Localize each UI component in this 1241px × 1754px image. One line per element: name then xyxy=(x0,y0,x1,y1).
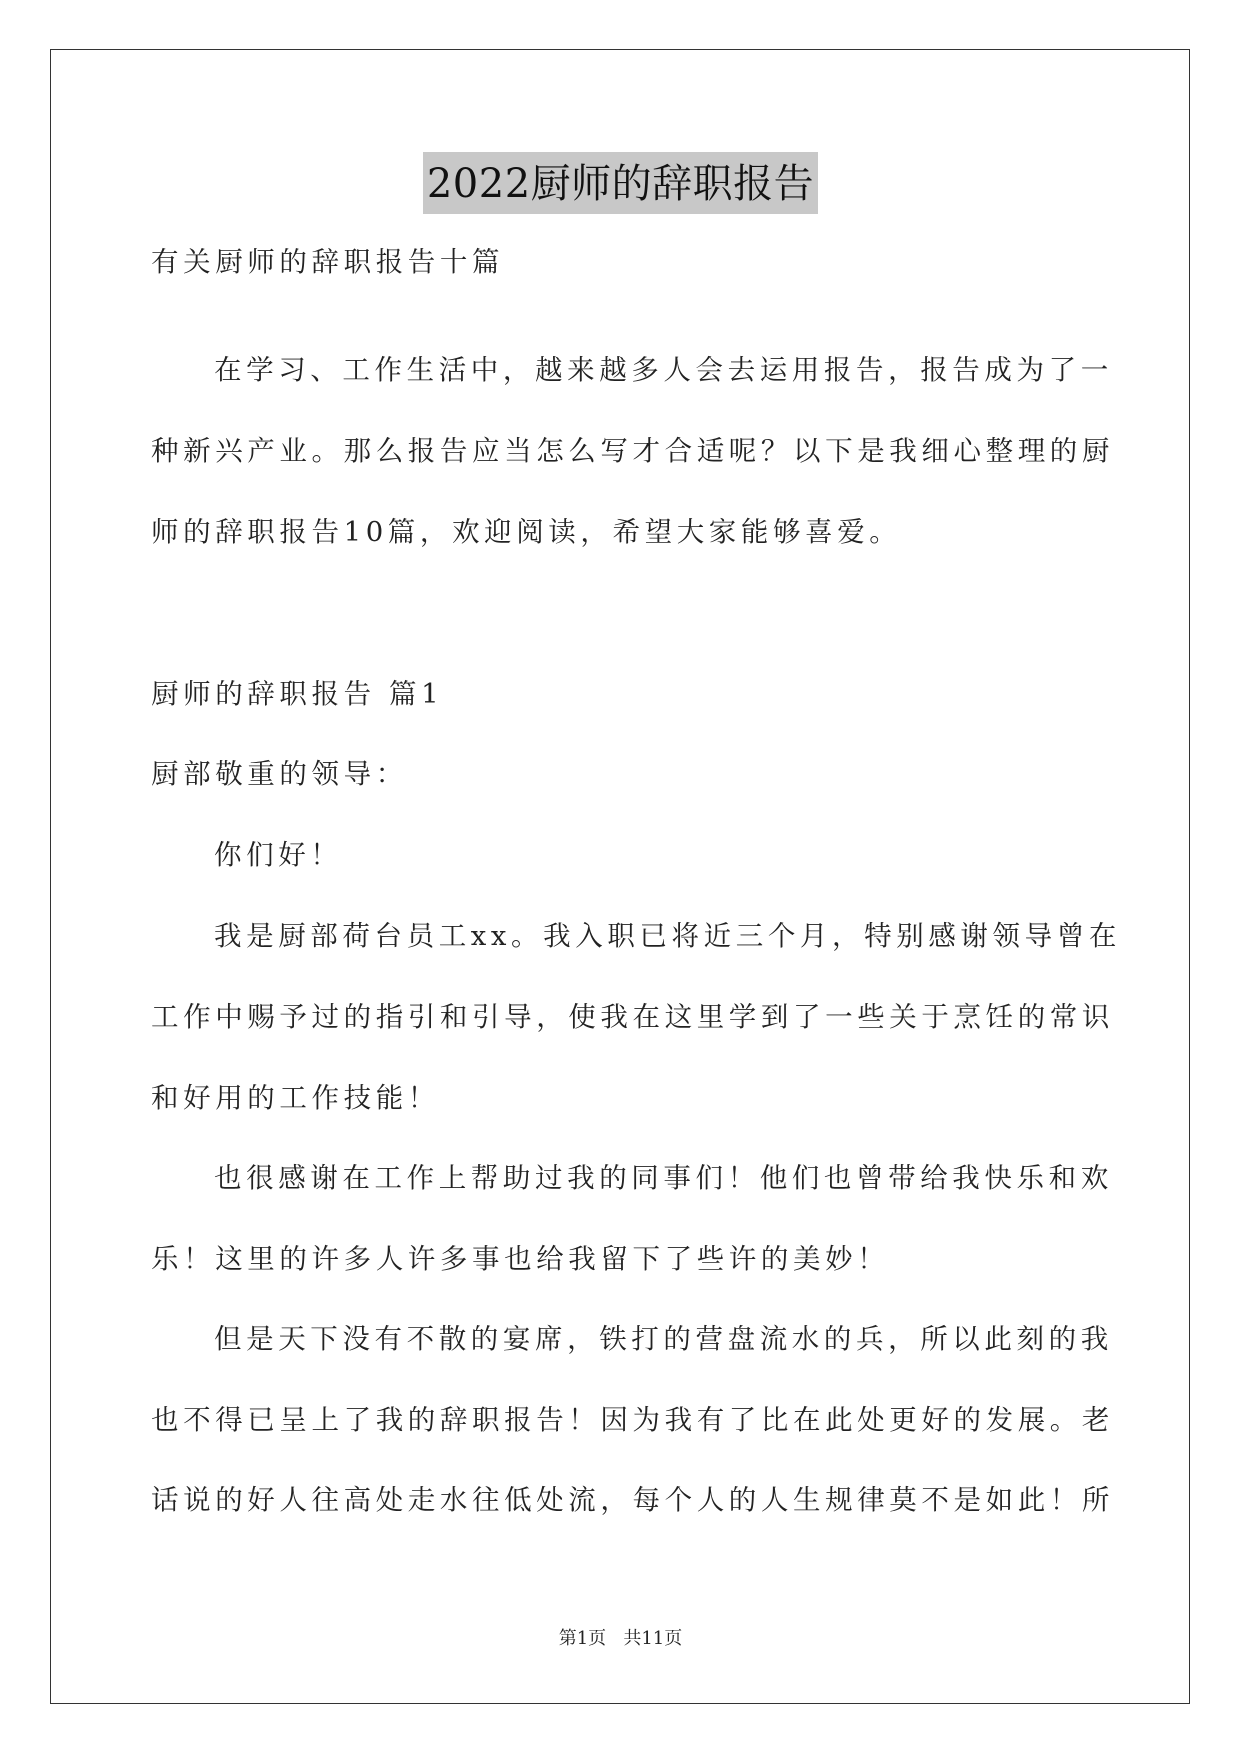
body-line-3: 和好用的工作技能！ xyxy=(151,1082,440,1114)
body-line-6: 但是天下没有不散的宴席，铁打的营盘流水的兵，所以此刻的我 xyxy=(214,1323,1113,1355)
page-border xyxy=(50,49,1190,1704)
document-title: 2022厨师的辞职报告 xyxy=(423,152,818,214)
document-subtitle: 有关厨师的辞职报告十篇 xyxy=(151,246,505,278)
page-number-footer: 第1页 共11页 xyxy=(558,1628,683,1649)
greeting: 你们好！ xyxy=(214,839,343,871)
body-line-4: 也很感谢在工作上帮助过我的同事们！他们也曾带给我快乐和欢 xyxy=(214,1162,1113,1194)
intro-line-1: 在学习、工作生活中，越来越多人会去运用报告，报告成为了一 xyxy=(214,354,1113,386)
intro-line-2: 种新兴产业。那么报告应当怎么写才合适呢？以下是我细心整理的厨 xyxy=(151,435,1114,467)
intro-line-3: 师的辞职报告10篇，欢迎阅读，希望大家能够喜爱。 xyxy=(151,516,902,548)
title-container xyxy=(0,152,1241,214)
section-heading: 厨师的辞职报告 篇1 xyxy=(151,678,444,710)
body-line-2: 工作中赐予过的指引和引导，使我在这里学到了一些关于烹饪的常识 xyxy=(151,1001,1114,1033)
body-line-1: 我是厨部荷台员工xx。我入职已将近三个月，特别感谢领导曾在 xyxy=(214,920,1121,952)
salutation: 厨部敬重的领导： xyxy=(151,758,408,790)
body-line-8: 话说的好人往高处走水往低处流，每个人的人生规律莫不是如此！所 xyxy=(151,1484,1114,1516)
body-line-7: 也不得已呈上了我的辞职报告！因为我有了比在此处更好的发展。老 xyxy=(151,1404,1114,1436)
body-line-5: 乐！这里的许多人许多事也给我留下了些许的美妙！ xyxy=(151,1243,890,1275)
